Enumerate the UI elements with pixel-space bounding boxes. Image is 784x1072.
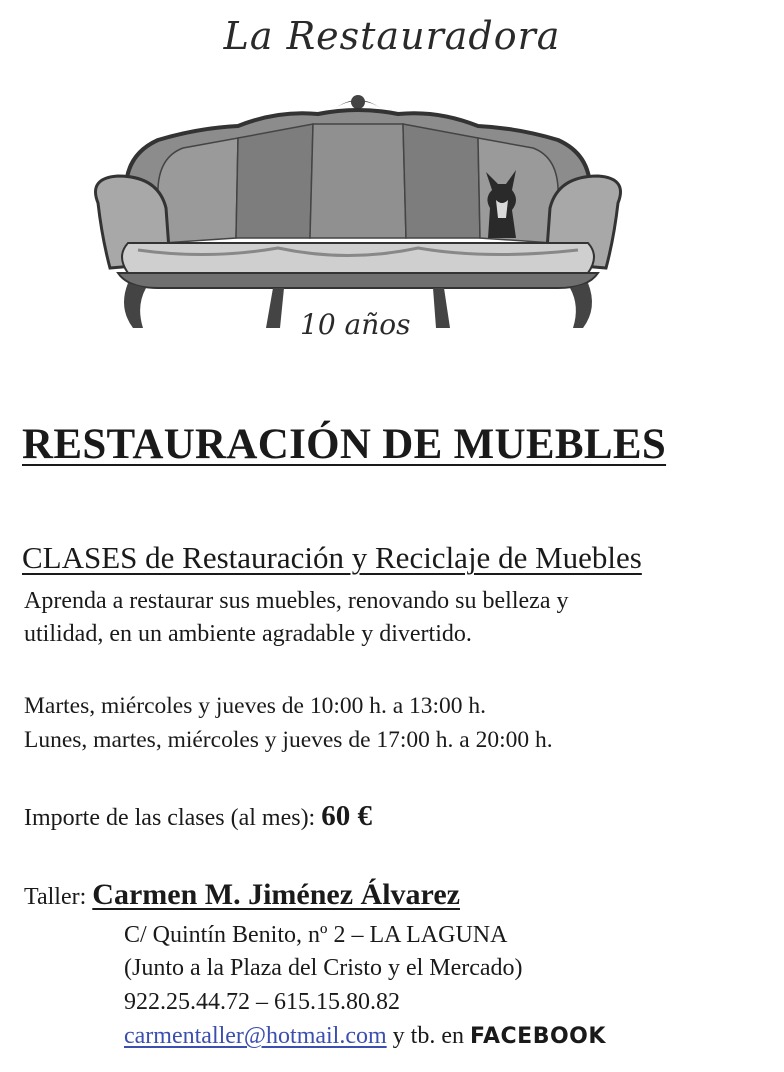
facebook-label: FACEBOOK — [470, 1024, 606, 1049]
workshop-phones: 922.25.44.72 – 615.15.80.82 — [124, 989, 400, 1015]
workshop-label: Taller: — [24, 884, 87, 910]
anniversary-label: 10 años — [300, 308, 411, 341]
email-link[interactable]: carmentaller@hotmail.com — [124, 1023, 387, 1049]
workshop-owner-name: Carmen M. Jiménez Álvarez — [92, 878, 460, 911]
price-row — [24, 800, 372, 833]
description-line-2: utilidad, en un ambiente agradable y divertido. — [24, 621, 472, 647]
sofa-illustration — [88, 88, 628, 338]
logo-title: La Restauradora — [223, 14, 561, 58]
workshop-landmark: (Junto a la Plaza del Cristo y el Mercado) — [124, 955, 523, 981]
schedule-line-1: Martes, miércoles y jueves de 10:00 h. a 13:00 h. — [24, 693, 487, 719]
price-value: 60 € — [321, 800, 372, 832]
workshop-address: C/ Quintín Benito, nº 2 – LA LAGUNA — [124, 922, 508, 948]
page-title: RESTAURACIÓN DE MUEBLES — [22, 421, 667, 468]
classes-subheading: CLASES de Restauración y Reciclaje de Muebles — [22, 540, 642, 575]
contact-row — [124, 1023, 606, 1050]
workshop-row — [24, 878, 460, 912]
price-label: Importe de las clases (al mes): — [24, 805, 316, 831]
also-label: y tb. en — [392, 1023, 464, 1049]
schedule-line-2: Lunes, martes, miércoles y jueves de 17:00 h. a 20:00 h. — [24, 727, 553, 753]
description-line-1: Aprenda a restaurar sus muebles, renovando su belleza y — [24, 588, 569, 614]
